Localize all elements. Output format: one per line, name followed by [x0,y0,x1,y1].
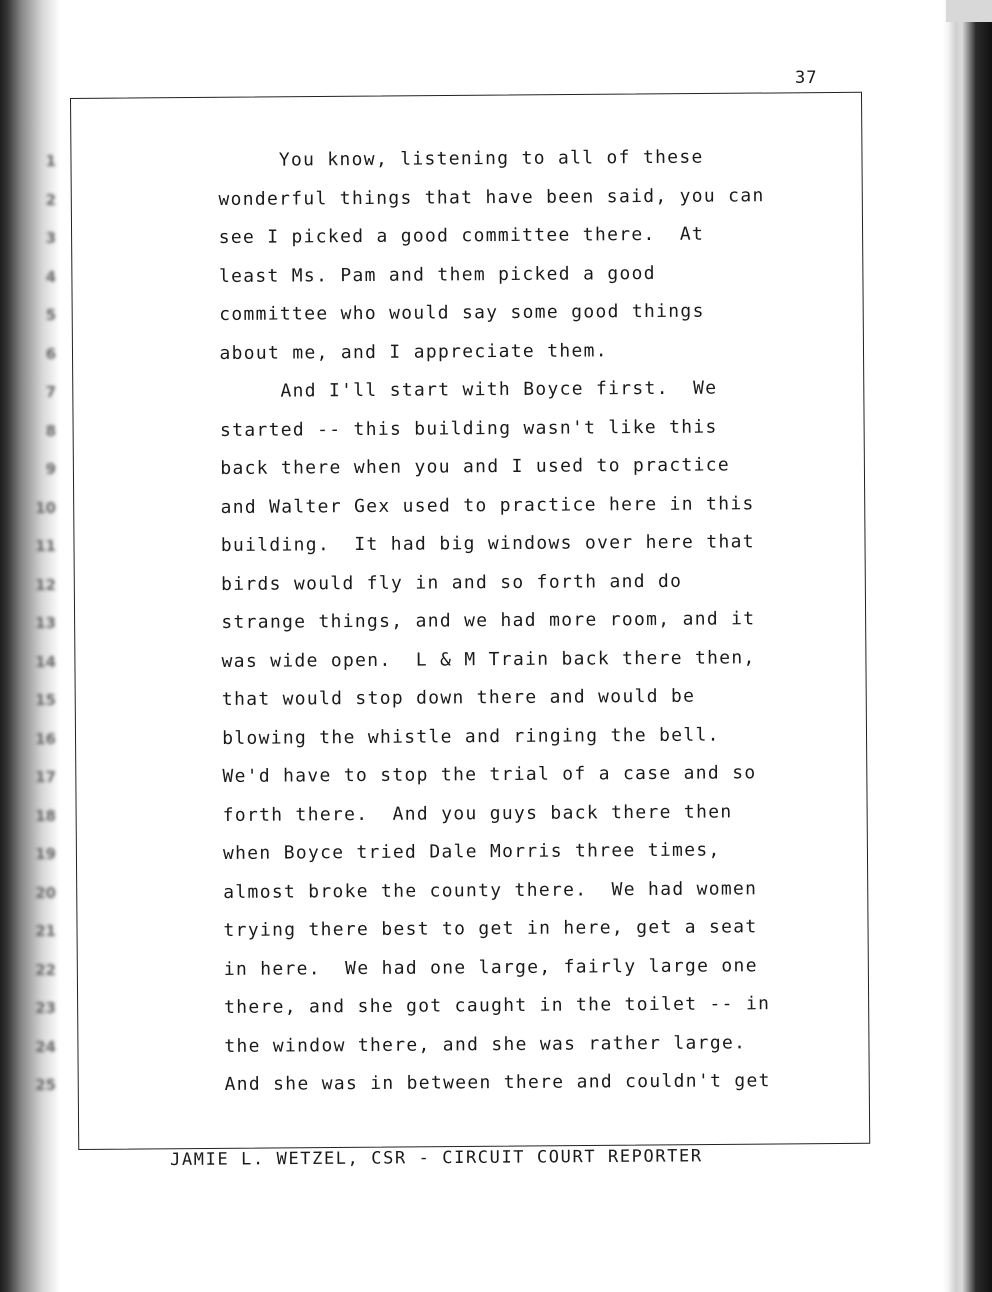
transcript-line: almost broke the county there. We had women [223,877,758,903]
line-number: 19 [35,845,56,863]
line-number: 9 [45,460,56,478]
line-number: 16 [35,729,56,748]
transcript-line: strange things, and we had more room, and it [221,608,756,633]
transcript-line: trying there best to get in here, get a seat [223,916,758,941]
transcript-line: see I picked a good committee there. At [218,223,705,248]
transcript-body [218,138,825,1105]
line-number: 11 [35,537,56,555]
line-number: 3 [45,229,56,247]
transcript-line: back there when you and I used to practice [220,454,731,479]
line-number: 21 [35,922,56,940]
transcript-line: was wide open. L & M Train back there then, [221,646,756,672]
line-number: 18 [35,806,56,825]
line-number: 12 [35,575,56,594]
transcript-line: and Walter Gex used to practice here in this [220,492,755,518]
line-number: 25 [35,1076,56,1094]
line-number: 10 [35,498,56,517]
line-number: 15 [35,691,56,709]
transcript-line: And she was in between there and couldn't get [224,1070,771,1095]
transcript-line: that would stop down there and would be [221,685,696,710]
line-number: 24 [35,1037,56,1056]
transcript-line: when Boyce tried Dale Morris three times, [222,839,721,864]
transcript-line: building. It had big windows over here that [220,531,755,556]
line-number: 22 [35,960,56,979]
transcript-line: the window there, and she was rather large. [224,1031,747,1057]
line-number: 2 [45,190,56,209]
transcript-line: We'd have to stop the trial of a case and so [222,762,757,787]
line-number: 8 [45,421,56,440]
transcript-line: You know, listening to all of these [218,146,704,171]
transcript-line: And I'll start with Boyce first. We [219,377,718,402]
line-number: 7 [45,383,56,401]
transcript-line: blowing the whistle and ringing the bell. [222,724,720,749]
page-corner [946,0,992,22]
line-number-column [22,150,56,1113]
transcript-line: forth there. And you guys back there then [222,800,733,826]
line-number: 20 [35,883,56,902]
line-number: 14 [35,652,56,671]
transcript-line: started -- this building wasn't like this [219,416,718,441]
line-number: 6 [45,344,56,363]
page-number: 37 [795,68,818,88]
transcript-line: least Ms. Pam and them picked a good [218,262,656,287]
page-edge-shadow [942,0,992,1292]
line-number: 1 [45,152,56,170]
transcript-line: wonderful things that have been said, you can [218,184,765,210]
transcript-line: there, and she got caught in the toilet -- in [223,993,771,1018]
transcript-line: birds would fly in and so forth and do [221,570,683,595]
transcript-line: in here. We had one large, fairly large one [223,954,758,980]
line-number: 13 [35,614,56,632]
reporter-footer: JAMIE L. WETZEL, CSR - CIRCUIT COURT REPORTER [170,1146,703,1170]
transcript-line: about me, and I appreciate them. [219,339,608,364]
line-number: 5 [45,306,56,324]
line-number: 23 [35,999,56,1017]
line-number: 17 [35,768,56,786]
transcript-line: committee who would say some good things [219,300,705,325]
line-number: 4 [45,267,56,286]
